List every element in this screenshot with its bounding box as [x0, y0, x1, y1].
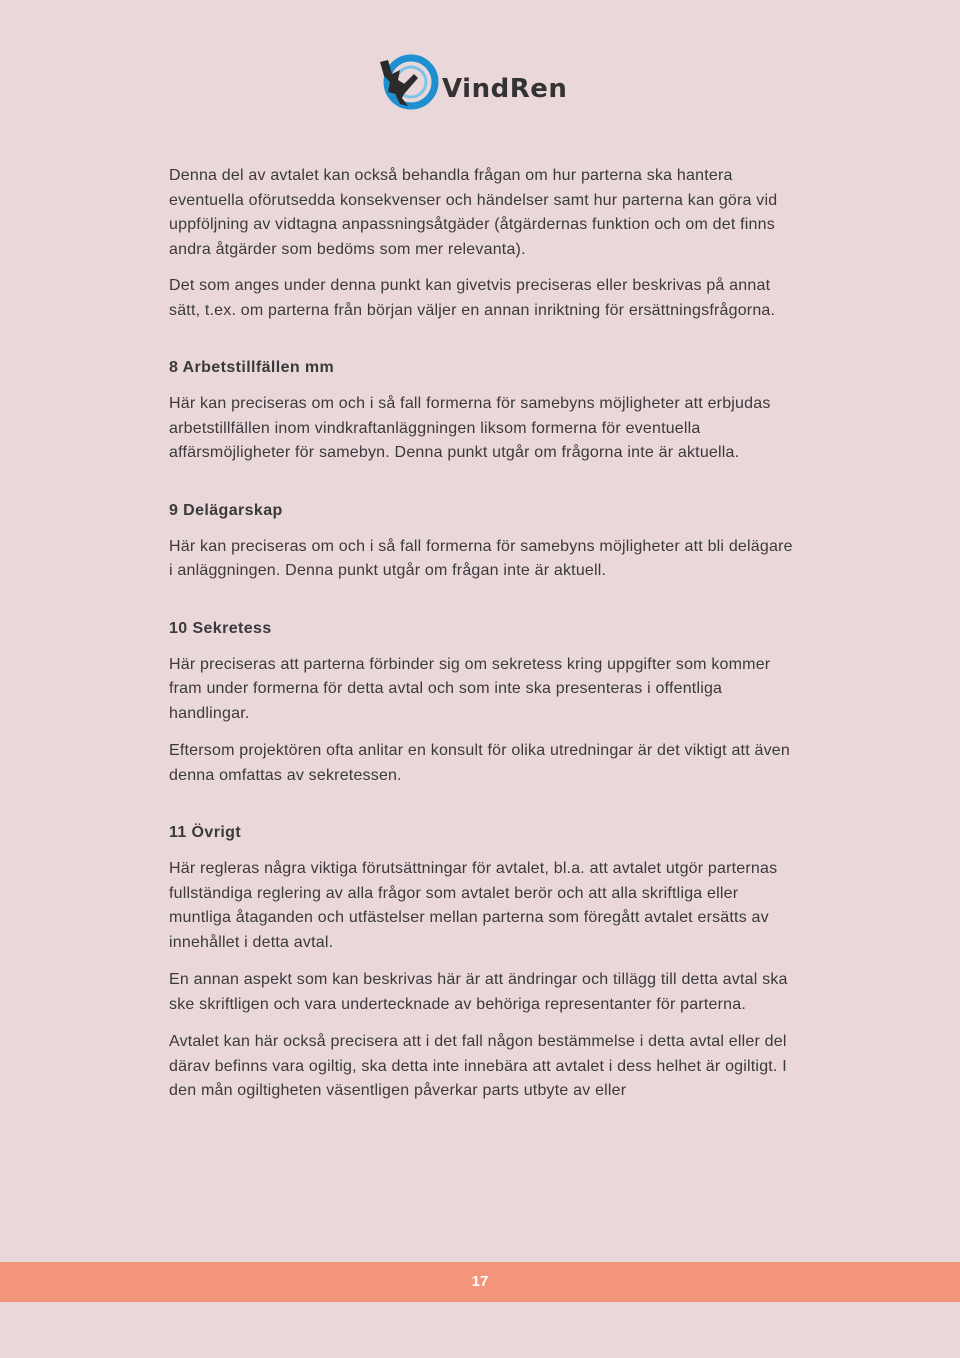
- section-paragraph: En annan aspekt som kan beskrivas här är att ändringar och tillägg till detta avtal ska ske skriftligen och vara undertecknade av behöriga representanter för parterna.: [169, 971, 788, 1013]
- section-paragraph: Eftersom projektören ofta anlitar en konsult för olika utredningar är det viktigt att även denna omfattas av sekretessen.: [169, 742, 790, 784]
- section-heading-arbetstillfallen: 8 Arbetstillfällen mm: [169, 359, 335, 376]
- footer-bar: [0, 1262, 960, 1302]
- section-paragraph: Avtalet kan här också precisera att i det fall någon bestämmelse i detta avtal eller del därav befinns vara ogiltig, ska detta inte innebära att avtalet i dess helhet är ogiltigt. I den mån ogiltigheten väsentligen påverkar parts utbyte av eller: [169, 1033, 787, 1099]
- vindren-logo: [378, 52, 588, 112]
- section-paragraph: Här kan preciseras om och i så fall formerna för samebyns möjligheter att erbjudas arbetstillfällen inom vindkraftanläggningen liksom formerna för eventuella affärsmöjligheter för samebyn. Denna punkt utgår om frågorna inte är aktuella.: [169, 395, 771, 461]
- section-heading-ovrigt: 11 Övrigt: [169, 824, 242, 841]
- section-paragraph: Här regleras några viktiga förutsättningar för avtalet, bl.a. att avtalet utgör parternas fullständiga reglering av alla frågor som avtalet berör och att alla skriftliga eller muntliga åtaganden och utfästelser mellan parterna som föregått avtalet ersätts av innehållet i detta avtal.: [169, 860, 778, 951]
- document-body: [169, 164, 794, 1117]
- section-paragraph: Här preciseras att parterna förbinder sig om sekretess kring uppgifter som kommer fram under formerna för detta avtal och som inte ska presenteras i offentliga handlingar.: [169, 655, 771, 722]
- section-paragraph: Här kan preciseras om och i så fall formerna för samebyns möjligheter att bli delägare i anläggningen. Denna punkt utgår om frågan inte är aktuell.: [169, 537, 793, 579]
- intro-paragraph-2: Det som anges under denna punkt kan givetvis preciseras eller beskrivas på annat sätt, t.ex. om parterna från början väljer en annan inriktning för ersättningsfrågorna.: [169, 277, 776, 319]
- vindren-logo-icon: [378, 52, 440, 112]
- logo-text: VindRen: [442, 74, 568, 104]
- page-number: 17: [471, 1273, 489, 1290]
- intro-paragraph-1: Denna del av avtalet kan också behandla frågan om hur parterna ska hantera eventuella oförutsedda konsekvenser och händelser samt hur parterna kan göra vid uppföljning av vidtagna anpassningsåtgäder (åtgärdernas funktion och om det finns andra åtgärder som bedöms som mer relevanta).: [169, 167, 778, 258]
- section-heading-delagarskap: 9 Delägarskap: [169, 501, 283, 519]
- section-heading-sekretess: 10 Sekretess: [169, 619, 272, 637]
